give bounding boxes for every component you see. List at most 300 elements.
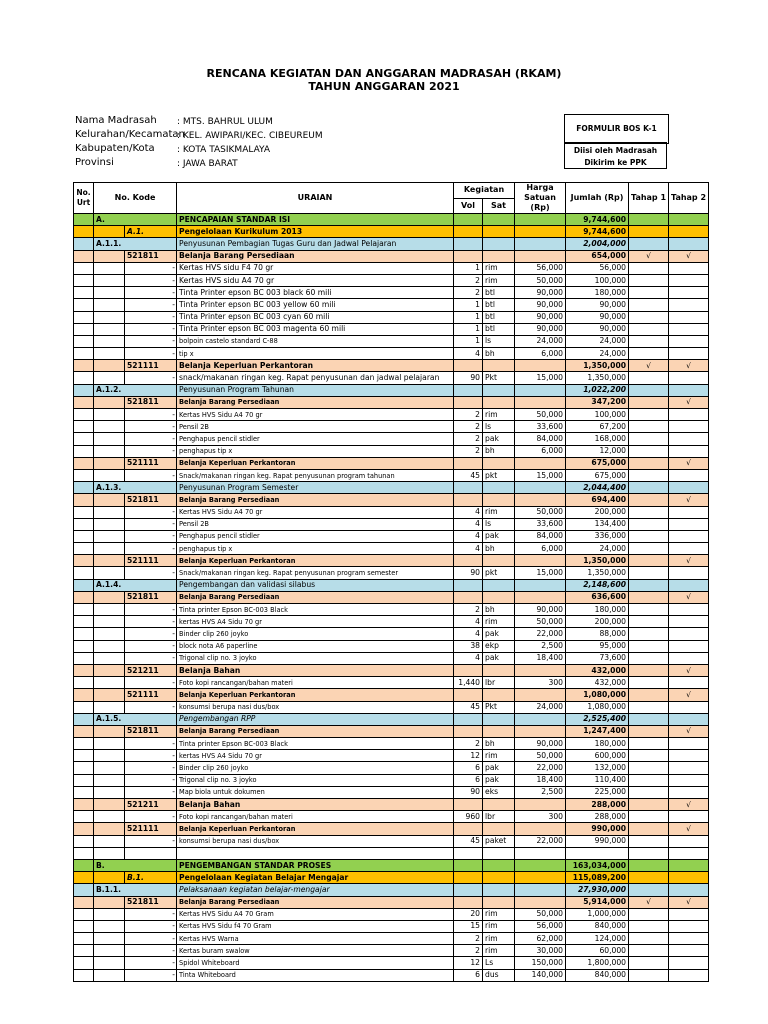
row-vol: 20 [454,908,483,920]
row-tahap2 [669,384,709,396]
row-jumlah: 180,000 [566,604,629,616]
row-vol: 2 [454,421,483,433]
row-tahap1 [629,543,669,555]
row-tahap1: √ [629,250,669,262]
row-sat: btl [483,311,515,323]
row-vol: 4 [454,348,483,360]
table-row [74,591,709,603]
code-cell-1 [94,494,125,506]
row-vol: 2 [454,433,483,445]
row-jumlah: 2,004,000 [566,238,629,250]
dash-cell: - [125,335,177,347]
row-uraian: Tinta printer Epson BC-003 Black [177,738,454,750]
no-urt-cell [74,506,94,518]
no-urt-cell [74,567,94,579]
table-row [74,750,709,762]
row-harga: 33,600 [515,518,566,530]
row-tahap2 [669,469,709,481]
doc-subtitle: TAHUN ANGGARAN 2021 [308,80,460,93]
code-cell-1 [94,433,125,445]
row-sat: ekp [483,640,515,652]
code-cell-1 [94,518,125,530]
info-label: Kabupaten/Kota [75,143,155,154]
row-uraian: Pengelolaan Kegiatan Belajar Mengajar [177,872,454,884]
dash-cell: - [125,774,177,786]
row-vol: 4 [454,628,483,640]
row-tahap2 [669,616,709,628]
code-cell-1 [94,811,125,823]
row-code: A.1.5. [94,713,177,725]
row-vol: 45 [454,469,483,481]
code-cell-1 [94,738,125,750]
table-row [74,799,709,811]
row-uraian: Kertas HVS Sidu A4 70 Gram [177,908,454,920]
no-urt-cell [74,908,94,920]
row-vol: 45 [454,835,483,847]
row-harga [515,823,566,835]
code-cell-1 [94,957,125,969]
row-sat [483,214,515,226]
row-uraian: Pengembangan RPP [177,713,454,725]
table-row [74,214,709,226]
table-row [74,506,709,518]
no-urt-cell [74,421,94,433]
row-tahap1 [629,945,669,957]
row-tahap1 [629,701,669,713]
row-vol [454,896,483,908]
row-vol: 960 [454,811,483,823]
row-sat [483,896,515,908]
row-harga: 33,600 [515,421,566,433]
row-jumlah: 90,000 [566,323,629,335]
no-urt-cell [74,762,94,774]
row-harga: 56,000 [515,920,566,932]
row-vol: 4 [454,543,483,555]
row-uraian: penghapus tip x [177,543,454,555]
row-vol: 2 [454,933,483,945]
row-vol: 2 [454,738,483,750]
row-jumlah: 132,000 [566,762,629,774]
row-sat: pak [483,774,515,786]
code-cell-1 [94,750,125,762]
row-jumlah: 60,000 [566,945,629,957]
no-urt-cell [74,652,94,664]
no-urt-cell [74,579,94,591]
row-vol [454,396,483,408]
row-tahap2 [669,433,709,445]
row-harga [515,725,566,737]
row-jumlah: 100,000 [566,274,629,286]
table-row [74,713,709,725]
code-cell-1 [94,799,125,811]
table-row [74,689,709,701]
row-tahap1 [629,457,669,469]
row-harga: 50,000 [515,750,566,762]
row-uraian: Kertas HVS sidu F4 70 gr [177,262,454,274]
row-jumlah: 654,000 [566,250,629,262]
info-value: : KEL. AWIPARI/KEC. CIBEUREUM [177,131,323,141]
row-sat: bh [483,445,515,457]
row-uraian: Pensil 2B [177,421,454,433]
dash-cell: - [125,762,177,774]
row-sat: btl [483,299,515,311]
code-cell-1 [94,226,125,238]
row-jumlah: 124,000 [566,933,629,945]
dash-cell: - [125,908,177,920]
row-harga: 30,000 [515,945,566,957]
dash-cell: - [125,311,177,323]
row-vol [454,664,483,676]
row-tahap2 [669,543,709,555]
dash-cell: - [125,543,177,555]
col-uraian: URAIAN [177,183,454,214]
row-tahap2 [669,262,709,274]
row-code: 521211 [125,799,177,811]
no-urt-cell [74,872,94,884]
row-code: B. [94,859,177,871]
code-cell-1 [94,543,125,555]
row-jumlah: 110,400 [566,774,629,786]
row-sat: pak [483,530,515,542]
table-row [74,250,709,262]
row-uraian: PENCAPAIAN STANDAR ISI [177,214,454,226]
no-urt-cell [74,530,94,542]
row-vol [454,555,483,567]
row-tahap1 [629,262,669,274]
table-row [74,372,709,384]
row-vol: 45 [454,701,483,713]
code-cell-1 [94,640,125,652]
row-jumlah: 95,000 [566,640,629,652]
dash-cell: - [125,811,177,823]
row-sat: ls [483,518,515,530]
row-tahap2 [669,567,709,579]
no-urt-cell [74,811,94,823]
row-tahap1 [629,933,669,945]
row-jumlah: 1,350,000 [566,567,629,579]
row-uraian: Belanja Keperluan Perkantoran [177,555,454,567]
table-row [74,884,709,896]
row-jumlah: 180,000 [566,738,629,750]
no-urt-cell [74,238,94,250]
row-tahap1 [629,530,669,542]
row-uraian: konsumsi berupa nasi dus/box [177,835,454,847]
row-vol [454,713,483,725]
table-row [74,908,709,920]
row-harga [515,664,566,676]
code-cell-1 [94,872,125,884]
row-harga: 18,400 [515,652,566,664]
table-row [74,323,709,335]
row-sat [483,494,515,506]
row-tahap2 [669,287,709,299]
table-row [74,725,709,737]
no-urt-cell [74,896,94,908]
row-sat: rim [483,409,515,421]
no-urt-cell [74,311,94,323]
table-row [74,811,709,823]
row-uraian: Belanja Bahan [177,664,454,676]
row-uraian: Kertas HVS Sidu A4 70 gr [177,409,454,421]
table-row [74,262,709,274]
row-sat [483,823,515,835]
row-jumlah: 9,744,600 [566,226,629,238]
code-cell-1 [94,604,125,616]
row-code: A.1.1. [94,238,177,250]
row-uraian: Snack/makanan ringan keg. Rapat penyusunan program tahunan [177,469,454,481]
table-row [74,859,709,871]
row-uraian: Binder clip 260 joyko [177,628,454,640]
no-urt-cell [74,335,94,347]
table-row [74,652,709,664]
row-sat [483,384,515,396]
row-tahap1 [629,859,669,871]
code-cell-1 [94,677,125,689]
row-harga [515,713,566,725]
row-tahap1: √ [629,360,669,372]
row-harga: 18,400 [515,774,566,786]
info-value: : KOTA TASIKMALAYA [177,145,270,155]
row-tahap1 [629,469,669,481]
row-vol [454,872,483,884]
row-tahap1 [629,835,669,847]
row-tahap2 [669,872,709,884]
empty-cell [454,847,483,859]
row-harga: 24,000 [515,335,566,347]
row-sat: btl [483,323,515,335]
row-tahap1 [629,604,669,616]
row-tahap2 [669,214,709,226]
row-sat [483,579,515,591]
col-tahap1: Tahap 1 [629,183,669,214]
row-code: A. [94,214,177,226]
row-vol: 90 [454,372,483,384]
row-jumlah: 432,000 [566,664,629,676]
row-tahap2 [669,628,709,640]
row-tahap1 [629,738,669,750]
no-urt-cell [74,859,94,871]
row-sat: rim [483,262,515,274]
row-jumlah: 134,400 [566,518,629,530]
row-sat [483,713,515,725]
row-tahap1 [629,799,669,811]
row-harga: 15,000 [515,567,566,579]
row-sat [483,664,515,676]
row-tahap2: √ [669,494,709,506]
form-note-box [564,142,667,169]
code-cell-1 [94,762,125,774]
row-jumlah: 9,744,600 [566,214,629,226]
dash-cell: - [125,445,177,457]
row-jumlah: 2,044,400 [566,482,629,494]
no-urt-cell [74,543,94,555]
row-code: 521111 [125,555,177,567]
row-tahap2 [669,786,709,798]
dash-cell: - [125,750,177,762]
table-row [74,896,709,908]
table-row [74,360,709,372]
row-vol: 6 [454,762,483,774]
code-cell-1 [94,530,125,542]
row-jumlah: 840,000 [566,920,629,932]
row-harga [515,555,566,567]
row-jumlah: 88,000 [566,628,629,640]
dash-cell: - [125,920,177,932]
row-uraian: konsumsi berupa nasi dus/box [177,701,454,713]
row-uraian: Tinta Printer epson BC 003 black 60 mili [177,287,454,299]
row-sat: bh [483,348,515,360]
row-harga: 50,000 [515,908,566,920]
table-row [74,933,709,945]
code-cell-1 [94,823,125,835]
dash-cell: - [125,433,177,445]
row-jumlah: 115,089,200 [566,872,629,884]
row-sat: Pkt [483,372,515,384]
row-tahap2 [669,335,709,347]
no-urt-cell [74,725,94,737]
row-tahap2 [669,677,709,689]
row-tahap1 [629,872,669,884]
row-vol: 2 [454,287,483,299]
row-uraian: Pengembangan dan validasi silabus [177,579,454,591]
no-urt-cell [74,262,94,274]
row-code: 521811 [125,250,177,262]
row-vol: 2 [454,274,483,286]
row-tahap1 [629,506,669,518]
info-value: : MTS. BAHRUL ULUM [177,117,273,127]
row-tahap2 [669,640,709,652]
row-vol: 2 [454,445,483,457]
row-harga: 90,000 [515,738,566,750]
code-cell-1 [94,445,125,457]
col-sat: Sat [483,198,515,214]
table-row [74,482,709,494]
dash-cell: - [125,640,177,652]
code-cell-1 [94,262,125,274]
row-code: A.1.2. [94,384,177,396]
table-row [74,421,709,433]
row-sat: pak [483,652,515,664]
no-urt-cell [74,433,94,445]
dash-cell: - [125,287,177,299]
table-row [74,457,709,469]
row-tahap1 [629,640,669,652]
row-vol: 1 [454,299,483,311]
row-harga [515,799,566,811]
row-harga [515,494,566,506]
row-tahap1 [629,335,669,347]
table-row [74,872,709,884]
dash-cell: - [125,567,177,579]
table-row [74,664,709,676]
row-tahap2: √ [669,664,709,676]
dash-cell: - [125,933,177,945]
row-tahap1 [629,677,669,689]
row-sat: dus [483,969,515,981]
row-vol: 12 [454,750,483,762]
row-sat [483,725,515,737]
form-code-box [564,114,669,144]
row-tahap1 [629,372,669,384]
row-uraian: Belanja Barang Persediaan [177,396,454,408]
row-uraian: Trigonal clip no. 3 joyko [177,652,454,664]
row-uraian: Penghapus pencil stidler [177,433,454,445]
row-sat: ls [483,335,515,347]
row-uraian: Belanja Keperluan Perkantoran [177,360,454,372]
code-cell-1 [94,616,125,628]
row-jumlah: 990,000 [566,835,629,847]
row-uraian: Penyusunan Pembagian Tugas Guru dan Jadwal Pelajaran [177,238,454,250]
row-jumlah: 675,000 [566,469,629,481]
col-no-urt: No. Urt [74,183,94,214]
form-note-line1: Diisi oleh Madrasah [573,146,658,155]
row-vol: 4 [454,652,483,664]
no-urt-cell [74,701,94,713]
row-vol [454,689,483,701]
row-tahap2 [669,774,709,786]
no-urt-cell [74,457,94,469]
row-tahap2 [669,299,709,311]
row-tahap2: √ [669,250,709,262]
row-harga: 50,000 [515,616,566,628]
row-sat: paket [483,835,515,847]
row-code: 521111 [125,360,177,372]
no-urt-cell [74,360,94,372]
row-jumlah: 24,000 [566,348,629,360]
row-harga [515,214,566,226]
table-row [74,396,709,408]
code-cell-1 [94,287,125,299]
row-tahap1 [629,384,669,396]
row-code: B.1.1. [94,884,177,896]
dash-cell: - [125,299,177,311]
row-jumlah: 1,350,000 [566,360,629,372]
dash-cell: - [125,957,177,969]
row-uraian: kertas HVS A4 Sidu 70 gr [177,750,454,762]
code-cell-1 [94,348,125,360]
row-vol: 4 [454,530,483,542]
table-row [74,762,709,774]
row-vol: 4 [454,506,483,518]
row-tahap1 [629,579,669,591]
row-jumlah: 1,350,000 [566,555,629,567]
row-jumlah: 600,000 [566,750,629,762]
row-uraian: Tinta Printer epson BC 003 yellow 60 mili [177,299,454,311]
code-cell-1 [94,567,125,579]
row-vol: 2 [454,409,483,421]
row-vol [454,884,483,896]
row-tahap1 [629,518,669,530]
row-tahap2 [669,445,709,457]
table-row [74,494,709,506]
row-tahap1 [629,628,669,640]
row-sat [483,859,515,871]
row-harga [515,872,566,884]
dash-cell: - [125,835,177,847]
row-harga: 50,000 [515,274,566,286]
no-urt-cell [74,445,94,457]
code-cell-1 [94,506,125,518]
row-tahap2 [669,323,709,335]
no-urt-cell [74,469,94,481]
row-code: A.1. [125,226,177,238]
row-uraian: Trigonal clip no. 3 joyko [177,774,454,786]
row-harga: 300 [515,677,566,689]
table-row [74,384,709,396]
row-tahap2 [669,945,709,957]
row-sat: rim [483,945,515,957]
row-tahap1 [629,445,669,457]
